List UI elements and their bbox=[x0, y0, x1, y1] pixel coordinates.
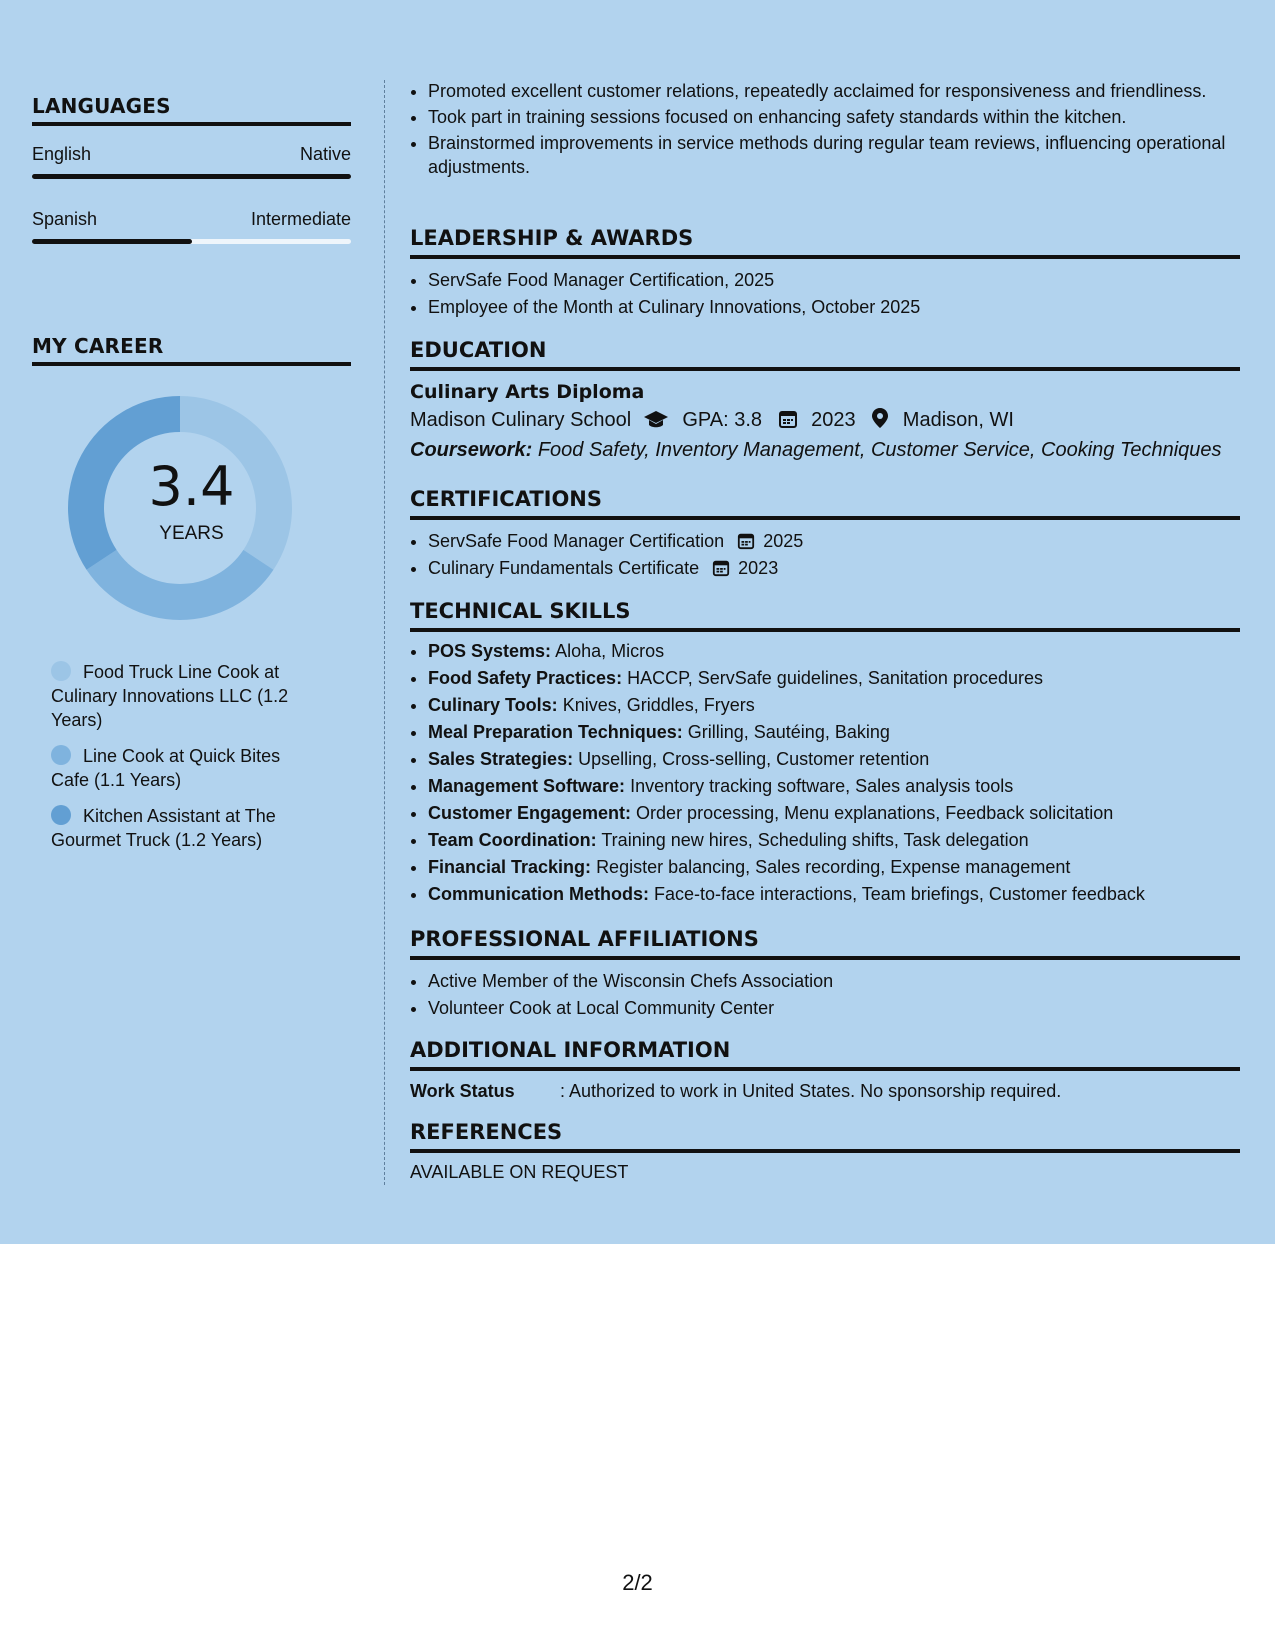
legend-label: Food Truck Line Cook at Culinary Innovations LLC (1.2 Years) bbox=[51, 662, 289, 730]
references-heading: REFERENCES bbox=[410, 1120, 1240, 1153]
additional-section bbox=[410, 1038, 1240, 1104]
career-donut-chart bbox=[32, 392, 351, 632]
skill-label: Management Software: bbox=[428, 776, 626, 796]
career-total-unit: YEARS bbox=[159, 523, 224, 544]
career-section bbox=[32, 334, 351, 864]
education-gpa: GPA: 3.8 bbox=[682, 409, 763, 431]
skill-value: Face-to-face interactions, Team briefings, Customer feedback bbox=[654, 884, 1145, 904]
education-coursework bbox=[410, 435, 1240, 465]
experience-bullet: • Took part in training sessions focused on enhancing safety standards within the kitchen. bbox=[428, 105, 1228, 129]
work-status-value: : Authorized to work in United States. No sponsorship required. bbox=[560, 1081, 1062, 1101]
skill-value: HACCP, ServSafe guidelines, Sanitation procedures bbox=[627, 668, 1043, 688]
map-pin-icon bbox=[871, 407, 889, 429]
certification-name: ServSafe Food Manager Certification bbox=[428, 531, 725, 551]
certifications-section bbox=[410, 487, 1240, 582]
language-row bbox=[32, 209, 351, 230]
legend-dot bbox=[51, 745, 71, 765]
skill-item bbox=[428, 881, 1240, 908]
affiliation-item: • Volunteer Cook at Local Community Center bbox=[428, 995, 1240, 1022]
skill-item bbox=[428, 638, 1240, 665]
skills-list bbox=[410, 638, 1240, 908]
skill-value: Register balancing, Sales recording, Expense management bbox=[596, 857, 1071, 877]
certifications-heading: CERTIFICATIONS bbox=[410, 487, 1240, 520]
certification-item bbox=[428, 528, 1240, 555]
language-level: Intermediate bbox=[250, 209, 351, 229]
affiliations-list bbox=[410, 968, 1240, 1022]
education-section bbox=[410, 338, 1240, 465]
skill-item bbox=[428, 827, 1240, 854]
education-school: Madison Culinary School bbox=[410, 409, 632, 431]
affiliations-section bbox=[410, 927, 1240, 1022]
references-text: AVAILABLE ON REQUEST bbox=[410, 1162, 629, 1182]
skill-label: Financial Tracking: bbox=[428, 857, 592, 877]
additional-heading: ADDITIONAL INFORMATION bbox=[410, 1038, 1240, 1071]
legend-dot bbox=[51, 661, 71, 681]
languages-section bbox=[32, 94, 351, 244]
education-heading: EDUCATION bbox=[410, 338, 1240, 371]
skill-label: Customer Engagement: bbox=[428, 803, 632, 823]
language-proficiency-bar bbox=[32, 174, 351, 179]
skill-item bbox=[428, 854, 1240, 881]
skill-item bbox=[428, 800, 1240, 827]
certification-item bbox=[428, 555, 1240, 582]
graduation-cap-icon bbox=[643, 409, 669, 429]
coursework-label: Coursework: bbox=[410, 439, 533, 461]
career-total-value: 3.4 bbox=[148, 455, 235, 518]
work-status-row bbox=[410, 1078, 1240, 1104]
skills-section bbox=[410, 599, 1240, 908]
certifications-list bbox=[410, 528, 1240, 582]
skill-item bbox=[428, 719, 1240, 746]
legend-dot bbox=[51, 805, 71, 825]
skill-label: Communication Methods: bbox=[428, 884, 649, 904]
leadership-list bbox=[410, 267, 1240, 321]
column-divider bbox=[384, 80, 385, 1185]
language-name: English bbox=[32, 144, 92, 164]
leadership-heading: LEADERSHIP & AWARDS bbox=[410, 226, 1240, 259]
experience-bullet: • Promoted excellent customer relations, repeatedly acclaimed for responsiveness and friendliness. bbox=[428, 79, 1228, 103]
education-location: Madison, WI bbox=[902, 409, 1014, 431]
donut-segment bbox=[87, 550, 274, 620]
skill-label: Sales Strategies: bbox=[428, 749, 574, 769]
calendar-icon bbox=[778, 409, 798, 429]
skill-value: Training new hires, Scheduling shifts, Task delegation bbox=[601, 830, 1029, 850]
skill-label: Culinary Tools: bbox=[428, 695, 558, 715]
calendar-icon bbox=[712, 559, 730, 577]
experience-bullets bbox=[410, 79, 1228, 179]
language-level: Native bbox=[299, 144, 351, 164]
leadership-section bbox=[410, 226, 1240, 321]
skill-label: Meal Preparation Techniques: bbox=[428, 722, 683, 742]
skill-value: Inventory tracking software, Sales analysis tools bbox=[630, 776, 1014, 796]
coursework-value: Food Safety, Inventory Management, Customer Service, Cooking Techniques bbox=[537, 439, 1222, 461]
education-degree: Culinary Arts Diploma bbox=[410, 381, 645, 403]
skill-item bbox=[428, 746, 1240, 773]
certification-year: 2025 bbox=[763, 531, 804, 551]
career-legend-item bbox=[51, 804, 311, 852]
experience-bullet: • Brainstormed improvements in service methods during regular team reviews, influencing operational adjustments. bbox=[428, 131, 1228, 179]
education-details bbox=[410, 405, 1240, 435]
language-name: Spanish bbox=[32, 209, 98, 229]
calendar-icon bbox=[737, 532, 755, 550]
skill-item bbox=[428, 665, 1240, 692]
skill-item bbox=[428, 773, 1240, 800]
skill-label: Food Safety Practices: bbox=[428, 668, 623, 688]
language-item-spanish bbox=[32, 209, 351, 244]
language-proficiency-bar bbox=[32, 239, 351, 244]
skill-label: Team Coordination: bbox=[428, 830, 597, 850]
skills-heading: TECHNICAL SKILLS bbox=[410, 599, 1240, 632]
skill-value: Order processing, Menu explanations, Feedback solicitation bbox=[636, 803, 1114, 823]
legend-label: Line Cook at Quick Bites Cafe (1.1 Years) bbox=[51, 746, 281, 790]
skill-value: Upselling, Cross-selling, Customer retention bbox=[578, 749, 930, 769]
legend-label: Kitchen Assistant at The Gourmet Truck (1.2 Years) bbox=[51, 806, 276, 850]
page-number: 2/2 bbox=[622, 1570, 653, 1595]
language-row bbox=[32, 144, 351, 165]
career-heading: MY CAREER bbox=[32, 334, 351, 366]
leadership-item: • ServSafe Food Manager Certification, 2025 bbox=[428, 267, 1240, 294]
skill-value: Knives, Griddles, Fryers bbox=[562, 695, 755, 715]
affiliation-item: • Active Member of the Wisconsin Chefs Association bbox=[428, 968, 1240, 995]
languages-heading: LANGUAGES bbox=[32, 94, 351, 126]
skill-label: POS Systems: bbox=[428, 641, 552, 661]
career-legend bbox=[32, 660, 311, 852]
career-legend-item bbox=[51, 660, 311, 732]
career-legend-item bbox=[51, 744, 311, 792]
certification-year: 2023 bbox=[738, 558, 779, 578]
skill-value: Aloha, Micros bbox=[555, 641, 665, 661]
skill-value: Grilling, Sautéing, Baking bbox=[687, 722, 890, 742]
references-section bbox=[410, 1120, 1240, 1183]
language-proficiency-fill bbox=[32, 239, 192, 244]
language-proficiency-fill bbox=[32, 174, 351, 179]
affiliations-heading: PROFESSIONAL AFFILIATIONS bbox=[410, 927, 1240, 960]
language-item-english bbox=[32, 144, 351, 179]
education-year: 2023 bbox=[811, 409, 856, 431]
leadership-item: • Employee of the Month at Culinary Innovations, October 2025 bbox=[428, 294, 1240, 321]
certification-name: Culinary Fundamentals Certificate bbox=[428, 558, 700, 578]
work-status-label: Work Status bbox=[410, 1081, 515, 1101]
skill-item bbox=[428, 692, 1240, 719]
